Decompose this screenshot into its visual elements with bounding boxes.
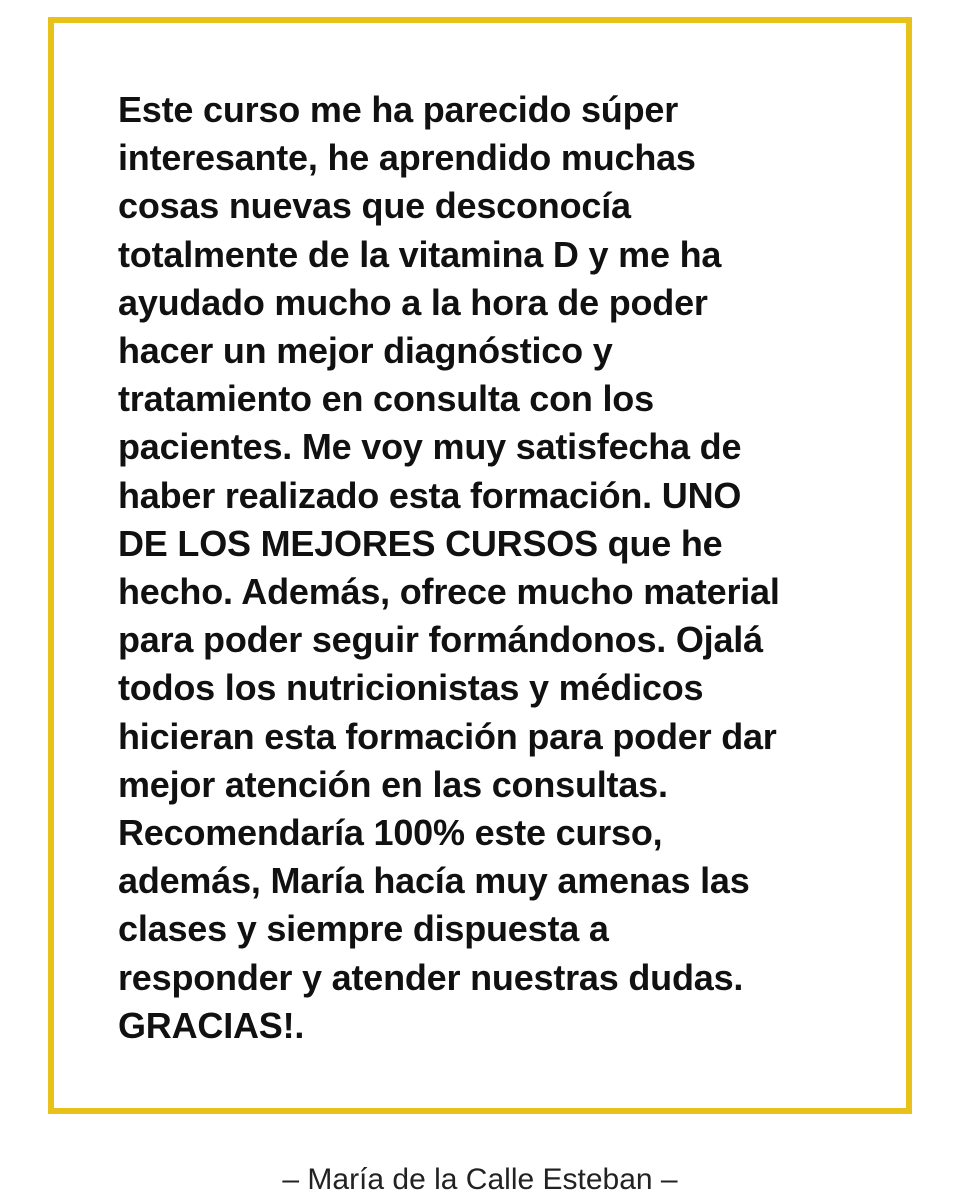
testimonial-line: mejor atención en las consultas. — [118, 763, 668, 805]
testimonial-line: pacientes. Me voy muy satisfecha de — [118, 426, 742, 468]
testimonial-line: hacer un mejor diagnóstico y — [118, 330, 613, 372]
testimonial-line: GRACIAS!. — [118, 1004, 305, 1046]
testimonial-line: responder y atender nuestras dudas. — [118, 956, 744, 998]
testimonial-text — [118, 86, 858, 1050]
testimonial-line: hecho. Además, ofrece mucho material — [118, 571, 780, 613]
testimonial-line: interesante, he aprendido muchas — [118, 137, 696, 179]
testimonial-line: ayudado mucho a la hora de poder — [118, 281, 708, 323]
testimonial-line: además, María hacía muy amenas las — [118, 860, 750, 902]
testimonial-line: totalmente de la vitamina D y me ha — [118, 233, 722, 275]
testimonial-line: para poder seguir formándonos. Ojalá — [118, 619, 763, 661]
testimonial-line: haber realizado esta formación. UNO — [118, 474, 742, 516]
author-signature: – María de la Calle Esteban – — [282, 1163, 678, 1196]
testimonial-line: Este curso me ha parecido súper — [118, 89, 679, 130]
testimonial-line: tratamiento en consulta con los — [118, 378, 654, 420]
testimonial-line: hicieran esta formación para poder dar — [118, 715, 777, 757]
testimonial-line: todos los nutricionistas y médicos — [118, 667, 704, 709]
testimonial-line: DE LOS MEJORES CURSOS que he — [118, 522, 723, 564]
testimonial-line: Recomendaría 100% este curso, — [118, 812, 663, 854]
testimonial-line: clases y siempre dispuesta a — [118, 908, 609, 950]
testimonial-line: cosas nuevas que desconocía — [118, 185, 631, 227]
